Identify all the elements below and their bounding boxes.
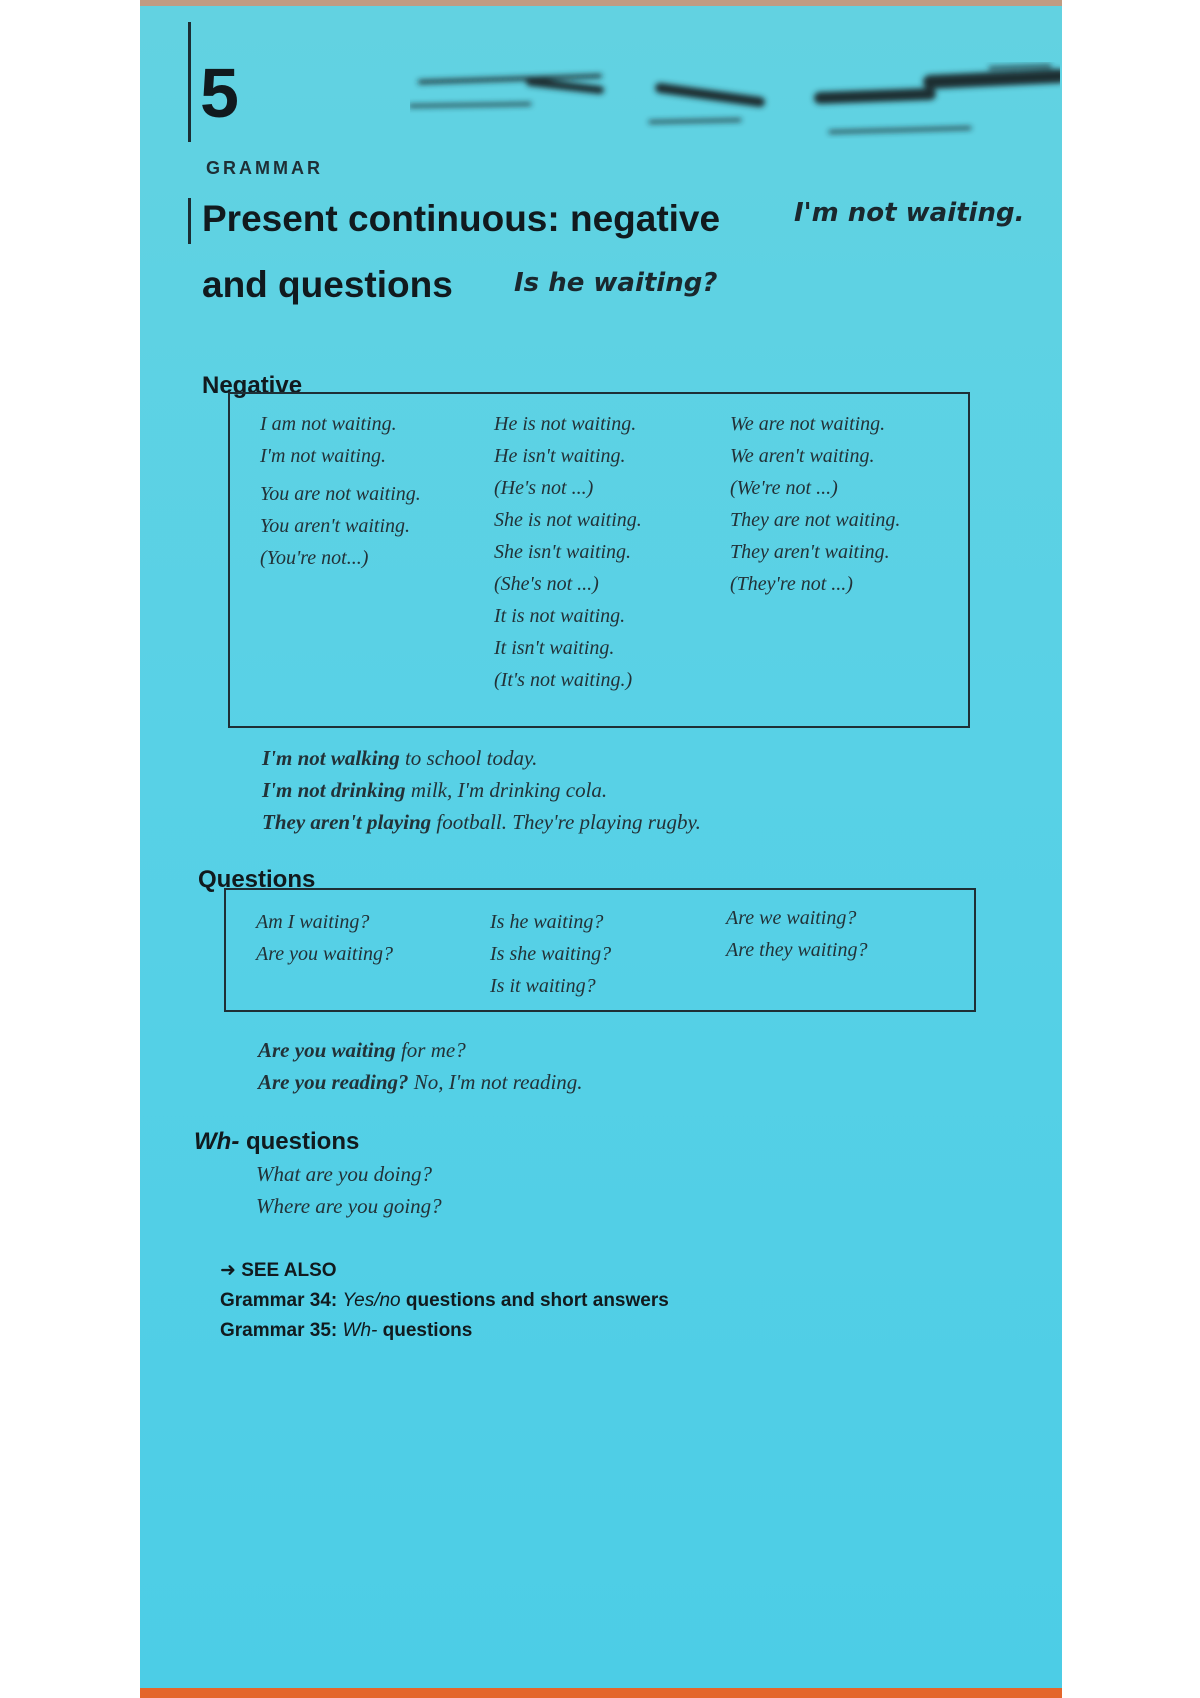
- table-line: Is it waiting?: [490, 975, 596, 997]
- unit-number: 5: [200, 54, 239, 132]
- table-line: She is not waiting.: [494, 509, 642, 531]
- wh-questions-examples: [256, 1158, 442, 1222]
- section-label: GRAMMAR: [206, 158, 323, 178]
- questions-examples: [258, 1034, 583, 1098]
- questions-column: [256, 906, 486, 970]
- example-rest: No, I'm not reading.: [408, 1070, 583, 1094]
- title-example-negative: I'm not waiting.: [794, 198, 1025, 228]
- table-line: You aren't waiting.: [260, 515, 411, 537]
- table-line: Am I waiting?: [256, 911, 370, 933]
- table-line: Are they waiting?: [726, 939, 868, 961]
- table-line: Is she waiting?: [490, 943, 612, 965]
- table-line: They aren't waiting.: [730, 541, 890, 563]
- example-sentence: Where are you going?: [256, 1194, 442, 1218]
- page-title: Present continuous: negative: [202, 198, 721, 239]
- example-sentence: [258, 1034, 583, 1066]
- table-line: It is not waiting.: [494, 605, 626, 627]
- see-also: [220, 1256, 669, 1346]
- example-bold: I'm not drinking: [262, 778, 406, 802]
- negative-heading: Negative: [202, 372, 303, 399]
- table-line: She isn't waiting.: [494, 541, 632, 563]
- page-title-continued: and questions: [202, 264, 453, 305]
- negative-examples: [262, 742, 701, 838]
- see-also-italic: Wh-: [342, 1320, 378, 1341]
- example-bold: I'm not walking: [262, 746, 400, 770]
- table-line: We aren't waiting.: [730, 445, 875, 467]
- questions-table: [224, 888, 976, 1012]
- table-line: We are not waiting.: [730, 413, 886, 435]
- questions-heading: Questions: [198, 866, 316, 893]
- table-line: (We're not ...): [730, 477, 838, 499]
- margin-rule: [188, 198, 191, 244]
- see-also-link[interactable]: [220, 1286, 669, 1316]
- table-line: Are we waiting?: [726, 907, 857, 929]
- book-page: [140, 0, 1062, 1698]
- table-line: I am not waiting.: [260, 413, 397, 435]
- see-also-ref: Grammar 35:: [220, 1320, 343, 1341]
- example-sentence: What are you doing?: [256, 1162, 432, 1186]
- example-sentence: [258, 1066, 583, 1098]
- questions-column: [726, 902, 956, 966]
- table-line: It isn't waiting.: [494, 637, 615, 659]
- negative-table: [228, 392, 970, 728]
- table-line: (It's not waiting.): [494, 669, 633, 691]
- page-bottom-edge: [140, 1688, 1062, 1698]
- wh-questions-heading: [194, 1128, 359, 1156]
- example-rest: to school today.: [399, 746, 538, 770]
- table-line: Is he waiting?: [490, 911, 604, 933]
- example-sentence: [262, 774, 701, 806]
- wh-heading-italic: Wh-: [194, 1128, 240, 1155]
- example-sentence: [262, 742, 701, 774]
- margin-rule: [188, 22, 191, 142]
- blurred-header-graphic: [410, 62, 1060, 152]
- example-sentence: [262, 806, 701, 838]
- table-line: He is not waiting.: [494, 413, 637, 435]
- see-also-ref: Grammar 34:: [220, 1290, 343, 1311]
- table-line: (She's not ...): [494, 573, 599, 595]
- see-also-text: questions and short answers: [400, 1290, 669, 1311]
- example-bold: They aren't playing: [262, 810, 432, 834]
- negative-column: [494, 408, 724, 696]
- table-line: (You're not...): [260, 547, 369, 569]
- table-line: He isn't waiting.: [494, 445, 626, 467]
- table-line: (They're not ...): [730, 573, 853, 595]
- example-rest: football. They're playing rugby.: [431, 810, 701, 834]
- negative-column: [260, 408, 490, 574]
- wh-heading-rest: questions: [239, 1128, 360, 1155]
- page-top-edge: [140, 0, 1062, 6]
- table-line: You are not waiting.: [260, 483, 421, 505]
- negative-column: [730, 408, 960, 600]
- see-also-italic: Yes/no: [342, 1290, 401, 1311]
- title-example-question: Is he waiting?: [514, 268, 718, 298]
- table-line: (He's not ...): [494, 477, 594, 499]
- example-bold: Are you waiting: [258, 1038, 396, 1062]
- see-also-heading: SEE ALSO: [241, 1260, 337, 1281]
- see-also-link[interactable]: [220, 1316, 669, 1346]
- table-line: They are not waiting.: [730, 509, 901, 531]
- example-rest: milk, I'm drinking cola.: [405, 778, 608, 802]
- example-rest: for me?: [395, 1038, 466, 1062]
- see-also-text: questions: [377, 1320, 473, 1341]
- arrow-right-icon: ➜: [220, 1260, 236, 1281]
- questions-column: [490, 906, 720, 1002]
- table-line: Are you waiting?: [256, 943, 394, 965]
- example-bold: Are you reading?: [258, 1070, 409, 1094]
- table-line: I'm not waiting.: [260, 445, 386, 467]
